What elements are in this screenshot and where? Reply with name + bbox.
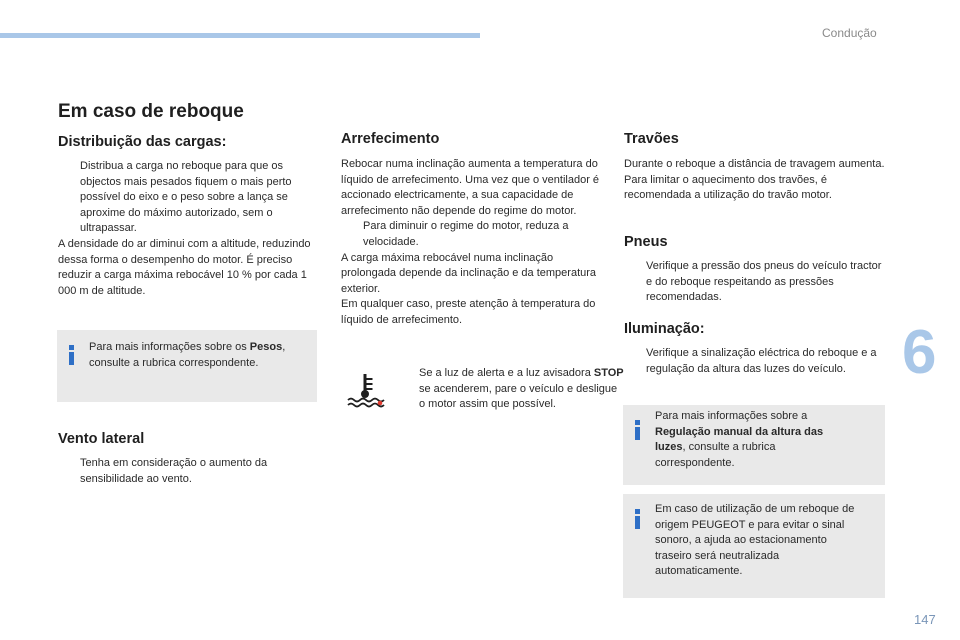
info-text-headlamp: Para mais informações sobre a Regulação manual da altura das luzes, consulte a rubrica correspondente. [655,410,824,469]
page-title: Em caso de reboque [58,101,244,122]
info-box-headlamp-adjustment [623,405,885,485]
bullet-stop-warning [397,366,625,413]
info-box-weights [57,330,317,402]
brakes-paragraph-2: Para limitar o aquecimento dos travões, é recomendada a utilização do travão motor. [624,173,832,202]
bullet-crosswind-text: Tenha em consideração o aumento da sensibilidade ao vento. [80,457,268,485]
bullet-stop-warning-text: Se a luz de alerta e a luz avisadora STOP se acenderem, pare o veículo e desligue o motor assim que possível. [419,367,624,411]
cooling-paragraph-1: Rebocar numa inclinação aumenta a temperatura do líquido de arrefecimento. Uma vez que o ventilador é accionado electricamente, a sua capacidade de arrefecimento não depende do regime do motor. [341,158,600,217]
column-3-lighting [624,321,886,377]
bullet-load-text: Distribua a carga no reboque para que os objectos mais pesados fiquem o mais perto possível do eixo e o peso sobre a lança se aproxime do máximo autorizado, sem o ultrapassar. [80,160,292,235]
bullet-engine-speed [341,219,603,250]
column-1 [58,134,316,299]
header-accent-bar [0,33,480,38]
info-box-parking-sensors [623,494,885,598]
heading-tyres: Pneus [624,234,668,250]
column-1-lower [58,431,316,487]
bullet-lighting [624,346,886,377]
page-number: 147 [914,612,936,627]
heading-cooling: Arrefecimento [341,131,440,147]
column-3 [624,131,886,204]
info-text-parking-sensors: Em caso de utilização de um reboque de origem PEUGEOT e para evitar o sinal sonoro, a ajuda ao estacionamento traseiro será neutralizada automaticamente. [655,503,855,578]
bullet-tyres [624,259,886,306]
cooling-paragraph-2: A carga máxima rebocável numa inclinação prolongada depende da inclinação e da temperatura exterior. [341,251,597,295]
column-2 [341,131,603,329]
chapter-title: Condução [822,26,877,40]
cooling-paragraph-3: Em qualquer caso, preste atenção à temperatura do líquido de arrefecimento. [341,298,596,326]
brakes-paragraph-1: Durante o reboque a distância de travagem aumenta. [624,158,885,170]
info-icon [635,420,641,440]
bullet-tyres-text: Verifique a pressão dos pneus do veículo tractor e do reboque respeitando as pressões recomendadas. [646,260,882,304]
bullet-crosswind [58,456,316,487]
heading-crosswind: Vento lateral [58,431,145,447]
info-text-weights: Para mais informações sobre os Pesos, consulte a rubrica correspondente. [89,341,286,369]
altitude-paragraph: A densidade do ar diminui com a altitude, reduzindo dessa forma o desempenho do motor. É preciso reduzir a carga máxima rebocável 10 % por cada 1 000 m de altitude. [58,237,311,297]
coolant-temperature-warning-icon [345,372,385,408]
bullet-load [58,159,316,237]
info-icon [69,345,75,365]
bullet-engine-speed-text: Para diminuir o regime do motor, reduza a velocidade. [363,220,569,248]
heading-lighting: Iluminação: [624,321,705,337]
info-icon [635,509,641,529]
bullet-lighting-text: Verifique a sinalização eléctrica do reboque e a regulação da altura das luzes do veículo. [646,347,877,375]
heading-load-distribution: Distribuição das cargas: [58,134,227,150]
heading-brakes: Travões [624,131,679,147]
chapter-number: 6 [902,318,937,387]
column-3-tyres [624,234,886,306]
